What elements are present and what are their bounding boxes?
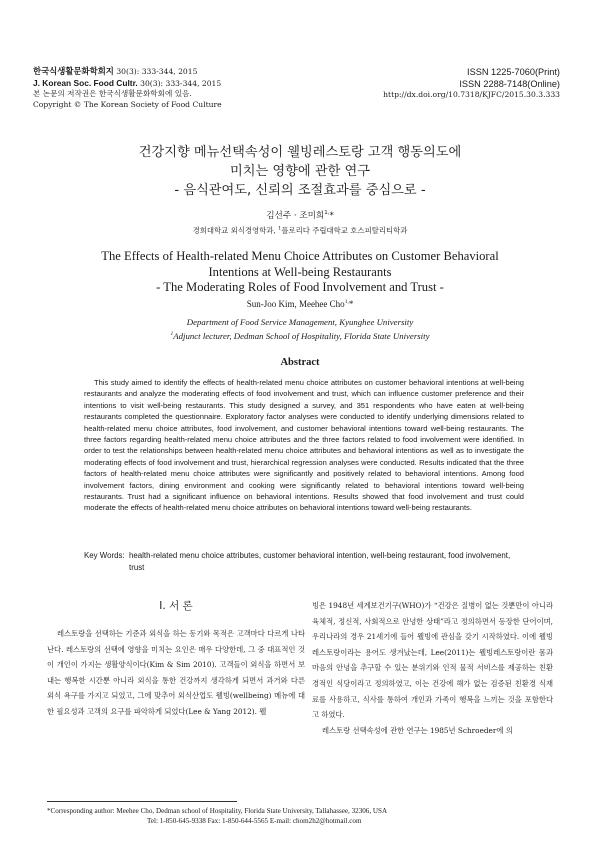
journal-name-en: J. Korean Soc. Food Cultr. bbox=[33, 77, 138, 88]
section-heading-introduction: Ⅰ. 서 론 bbox=[159, 600, 193, 612]
title-en-line2: Intentions at Well-being Restaurants bbox=[208, 264, 392, 279]
keywords-label: Key Words: bbox=[84, 551, 125, 560]
affiliation-ko-1: 경희대학교 외식경영학과, bbox=[192, 226, 279, 235]
footnote-divider bbox=[47, 801, 237, 802]
doi-link[interactable]: http://dx.doi.org/10.7318/KJFC/2015.30.3.333 bbox=[383, 90, 560, 99]
journal-volume-en: 30(3): 333-344, 2015 bbox=[140, 78, 222, 88]
journal-name-ko: 한국식생활문화학회지 bbox=[33, 66, 114, 76]
authors-korean bbox=[0, 209, 600, 221]
footnote-line1: *Corresponding author: Meehee Cho, Dedman school of Hospitality, Florida State University, Tallahassee, 32306, USA bbox=[47, 807, 388, 815]
copyright-notice-ko: 본 논문의 저작권은 한국식생활문화학회에 있음. bbox=[33, 89, 192, 98]
affiliation-en-line1: Department of Food Service Management, Kyunghee University bbox=[186, 317, 414, 327]
affiliation-ko-2: 플로리다 주립대학교 호스피탈리티학과 bbox=[281, 226, 408, 235]
title-ko-line2: 미치는 영향에 관한 연구 bbox=[230, 164, 370, 179]
journal-volume-ko: 30(3): 333-344, 2015 bbox=[116, 67, 198, 76]
title-ko-line1: 건강지향 메뉴선택속성이 웰빙레스토랑 고객 행동의도에 bbox=[138, 145, 462, 160]
corresponding-author-footnote bbox=[47, 806, 567, 826]
corresponding-mark-en: * bbox=[348, 299, 354, 309]
copyright-en: Copyright © The Korean Society of Food Culture bbox=[33, 99, 222, 109]
intro-paragraph-2: 빙은 1948년 세계보건기구(WHO)가 “건강은 질병이 없는 것뿐만이 아니라 육체적, 정신적, 사회적으로 안녕한 상태”라고 정의하면서 등장한 단어이며, 우리나라의 경우 21세기에 들어 웰빙에 관심을 갖기 시작하였다. 이에 웰빙레스토랑이라는 용어도 생겨났는데, Lee(2011)는 웰빙레스토랑이란 몸과 마음의 안녕을 추구할 수 있는 분위기와 인적 물적 서비스를 제공하는 친환경적인 식당이라고 정의하였고, 이는 건강에 해가 없는 검증된 친환경 식재료를 사용하고, 식사를 통하여 개인과 가족이 행복을 느끼는 것을 포함한다고 하였다. bbox=[312, 601, 553, 720]
authors-en-sup: 1, bbox=[344, 299, 349, 305]
body-column-right bbox=[312, 598, 553, 738]
affiliation-korean bbox=[0, 225, 600, 236]
affiliation-en-line2: Adjunct lecturer, Dedman School of Hospitality, Florida State University bbox=[173, 330, 430, 341]
authors-english bbox=[0, 299, 600, 309]
title-en-subtitle: - The Moderating Roles of Food Involvement and Trust - bbox=[156, 280, 444, 294]
body-column-left bbox=[47, 598, 305, 720]
keywords bbox=[84, 550, 525, 573]
title-korean bbox=[0, 143, 600, 200]
affiliation-en-sup: 1 bbox=[170, 330, 174, 337]
keywords-text: health-related menu choice attributes, customer behavioral intention, well-being restaurant, food involvement, trust bbox=[129, 551, 511, 572]
corresponding-mark: * bbox=[329, 211, 334, 221]
authors-en-names: Sun-Joo Kim, Meehee Cho bbox=[246, 299, 345, 309]
affiliation-english bbox=[0, 317, 600, 342]
affiliation-ko-sup: 1 bbox=[278, 225, 282, 232]
abstract-text: This study aimed to identify the effects of health-related menu choice attributes on customer behavioral intentions at well-being restaurants and analyze the moderating effects of food involvement and trust, which can influence customer preference and their intentions to visit well-being restaurants. This study designed a survey, and 351 respondents who have eaten at well-being restaurants completed the questionnaire. Exploratory factor analyses were conducted to identify underlying dimensions related to health-related menu choice attributes, food involvement, and customer behavioral intentions toward well-being restaurants. The three factors regarding health-related menu choice attributes and the three factors related to food involvement were identified. In order to test the relationships between health-related menu choice attributes and behavioral intentions as well as to investigate the moderating effects of food involvement and trust, hierarchical regression analyses were conducted. Results indicated that the three factors of health-related menu choice attributes were significantly and positively related to behavioral intentions. Among food involvement factors, dining environment and cooking were significantly related to behavioral intentions toward well-being restaurants. Trust had a significant influence on behavioral intentions. Results showed that food involvement and trust could moderate the effects of health-related menu choice attributes on behavioral intentions toward well-being restaurants. bbox=[84, 378, 524, 513]
title-en-line1: The Effects of Health-related Menu Choice Attributes on Customer Behavioral bbox=[101, 249, 499, 263]
title-ko-subtitle: - 음식관여도, 신뢰의 조절효과를 중심으로 - bbox=[174, 183, 426, 198]
journal-identifiers bbox=[360, 66, 560, 101]
journal-name-ko-line bbox=[33, 66, 333, 78]
journal-name-en-line bbox=[33, 78, 333, 90]
issn-online: ISSN 2288-7148(Online) bbox=[459, 79, 560, 89]
intro-paragraph-3: 레스토랑 선택속성에 관한 연구는 1985년 Schroeder에 의 bbox=[322, 725, 513, 735]
authors-ko-sup: 1, bbox=[324, 210, 330, 217]
affiliation-en-line2-wrap bbox=[0, 329, 600, 342]
abstract-heading: Abstract bbox=[280, 357, 320, 368]
issn-print: ISSN 1225-7060(Print) bbox=[467, 67, 560, 77]
authors-ko-names: 김선주 · 조미희 bbox=[266, 211, 325, 221]
journal-header bbox=[33, 66, 333, 110]
intro-paragraph-1: 레스토랑을 선택하는 기준과 외식을 하는 동기와 목적은 고객마다 다르게 나타난다. 레스토랑의 선택에 영향을 미치는 요인은 매우 다양한데, 그 중 대표적인 것이 개인이 가지는 생활양식이다(Kim & Sim 2010). 고객들이 외식을 하면서 보내는 행복한 시간뿐 아니라 외식을 통한 건강까지 생각하게 되면서 과거와 다른 외식 욕구를 가지고 되었고, 그에 맞추어 외식산업도 웰빙(wellbeing) 메뉴에 대한 필요성과 고객의 요구를 파악하게 되었다(Lee & Yang 2012). 웰 bbox=[47, 629, 305, 716]
footnote-contact: Tel: 1-850-645-9338 Fax: 1-850-644-5565 E-mail: chom2h2@hotmail.com bbox=[147, 817, 362, 825]
title-english bbox=[0, 249, 600, 296]
